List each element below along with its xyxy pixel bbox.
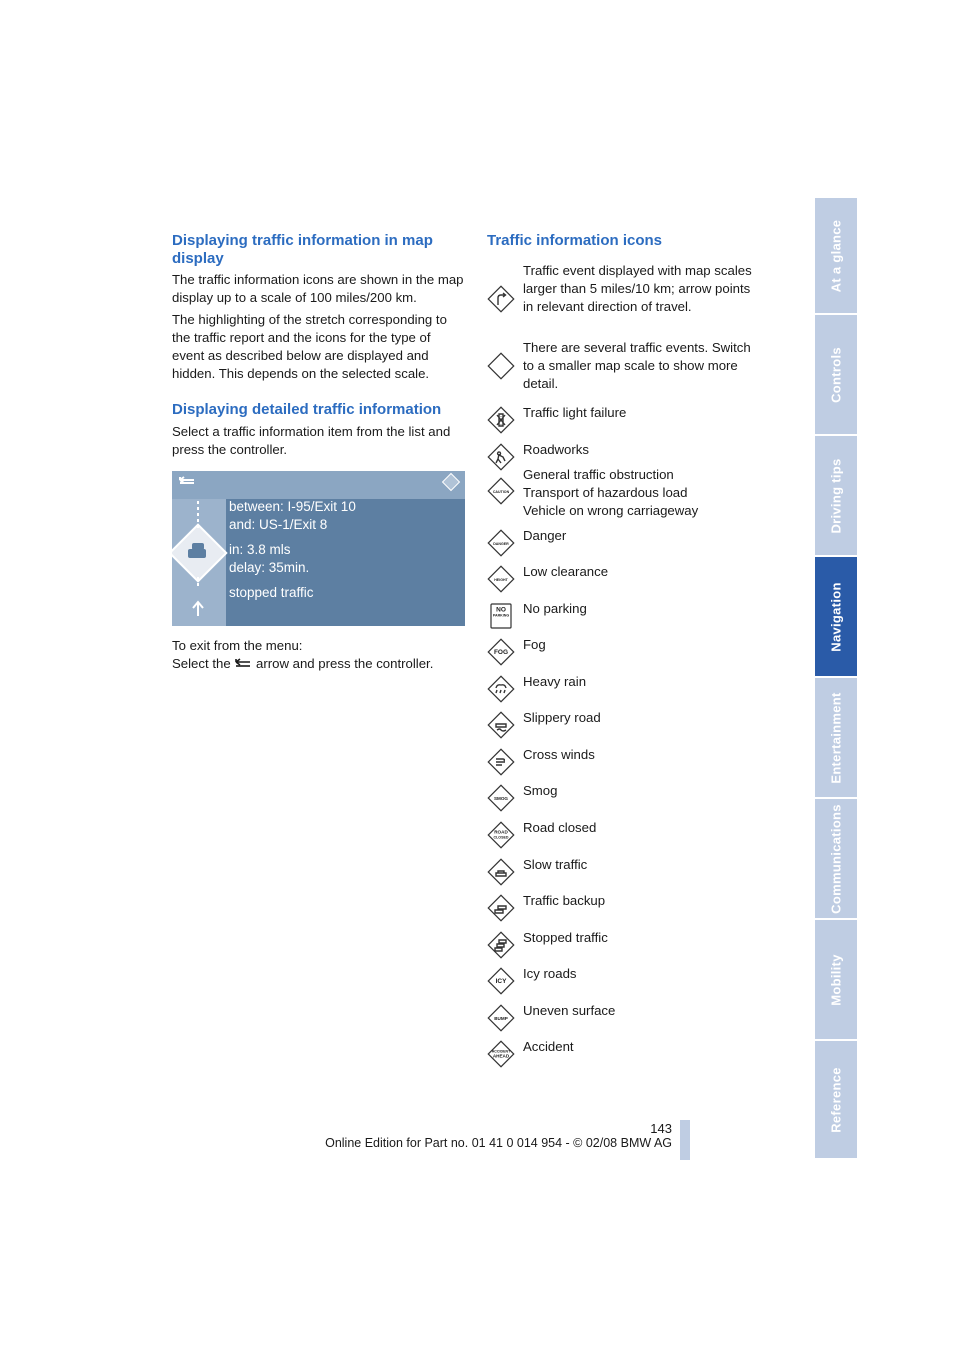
tab-communications[interactable] [815,799,857,920]
icon-description: Danger [523,528,567,543]
back-arrow-icon [180,477,194,483]
rain-icon [487,675,515,703]
accident-icon [487,1040,515,1068]
no-parking-icon [487,602,515,630]
traffic-backup-icon [487,894,515,922]
paragraph-highlighting: The highlighting of the stretch corresponding to the traffic report and the icons for the type of event as described below are displayed and hidden. This depends on the selected scale. [172,312,447,381]
icon-description: Low clearance [523,564,609,579]
section-tabs [815,198,857,1160]
traffic-light-icon [487,406,515,434]
cross-winds-icon [487,748,515,776]
traffic-detail-screen [172,471,465,626]
up-arrow-icon [193,602,203,616]
road-closed-icon [487,821,515,849]
empty-diamond-icon [487,352,515,380]
screen-between: between: I-95/Exit 10 [229,499,356,514]
icon-description: Cross winds [523,747,595,762]
tab-at-a-glance[interactable] [815,198,857,315]
roadworks-icon [487,443,515,471]
slippery-road-icon [487,711,515,739]
icon-description: Traffic light failure [523,405,627,420]
icon-description: Slippery road [523,710,601,725]
danger-icon [487,529,515,557]
icon-description: Traffic event displayed with map scales larger than 5 miles/10 km; arrow points in relevant direction of travel. [523,263,752,314]
tab-label: At a glance [828,219,844,292]
paragraph-exit-menu: To exit from the menu: [172,638,303,653]
tab-navigation[interactable] [815,557,857,678]
svg-text:AHEAD: AHEAD [492,1053,510,1059]
icon-description: Stopped traffic [523,930,608,945]
icon-description: There are several traffic events. Switch to a smaller map scale to show more detail. [523,340,751,391]
icon-description: General traffic obstruction Transport of hazardous load Vehicle on wrong carriageway [523,467,699,518]
tab-entertainment[interactable] [815,678,857,799]
stopped-traffic-icon [172,525,226,582]
tab-label: Navigation [828,581,844,652]
tab-label: Entertainment [828,691,844,784]
tab-label: Driving tips [828,457,844,534]
svg-text:DANGER: DANGER [493,542,509,546]
height-icon [487,565,515,593]
tab-label: Mobility [828,953,844,1006]
icon-description: Icy roads [523,966,577,981]
paragraph-select-item: Select a traffic information item from the list and press the controller. [172,424,451,457]
icon-description: Slow traffic [523,857,588,872]
exit-pre: Select the [172,656,231,671]
scroll-diamond-icon [443,474,460,491]
tab-reference[interactable] [815,1041,857,1160]
screen-graphics [172,471,465,626]
heading-detailed-traffic: Displaying detailed traffic information [172,401,442,418]
paragraph-exit-instruction [172,655,464,673]
screen-distance: in: 3.8 mls [229,542,291,557]
icon-description: Heavy rain [523,674,587,689]
svg-text:PARKING: PARKING [492,613,510,618]
tab-label: Controls [828,346,844,403]
tab-label: Reference [828,1066,844,1133]
slow-traffic-icon [487,858,515,886]
icon-description: Smog [523,783,558,798]
smog-icon [487,784,515,812]
icon-description: Traffic backup [523,893,606,908]
icon-description: Fog [523,637,546,652]
icon-description: Road closed [523,820,597,835]
svg-text:SMOG: SMOG [493,796,509,801]
tab-controls[interactable] [815,315,857,436]
icon-description: Uneven surface [523,1003,616,1018]
stopped-traffic-icon [487,931,515,959]
icon-description: No parking [523,601,587,616]
tab-driving-tips[interactable] [815,436,857,557]
heading-traffic-icons: Traffic information icons [487,232,663,249]
icy-roads-icon [487,967,515,995]
screen-and: and: US-1/Exit 8 [229,517,328,532]
back-arrow-icon [234,657,252,669]
tab-mobility[interactable] [815,920,857,1041]
svg-text:ICY: ICY [495,978,507,985]
svg-text:HEIGHT: HEIGHT [494,578,508,582]
svg-text:NO: NO [496,606,506,614]
screen-delay: delay: 35min. [229,560,310,575]
svg-text:ROAD: ROAD [494,829,508,835]
page-number: 143 [650,1121,672,1136]
paragraph-icons-scale: The traffic information icons are shown in the map display up to a scale of 100 miles/200 km. [172,272,464,305]
svg-text:CAUTION: CAUTION [492,490,510,494]
svg-text:FOG: FOG [493,649,509,656]
heading-traffic-map-display: Displaying traffic information in map display [172,232,433,267]
turn-arrow-icon [487,285,515,313]
edition-footer: Online Edition for Part no. 01 41 0 014 954 - © 02/08 BMW AG [325,1136,672,1150]
tab-label: Communications [828,803,844,914]
icon-description: Roadworks [523,442,589,457]
bump-icon [487,1004,515,1032]
svg-text:ACCIDENT: ACCIDENT [491,1049,511,1054]
exit-post: arrow and press the controller. [256,656,434,671]
fog-icon [487,638,515,666]
svg-text:CLOSED: CLOSED [493,835,509,840]
caution-icon [487,477,515,505]
svg-text:BUMP: BUMP [494,1016,508,1021]
footer-accent-bar [680,1120,690,1160]
icon-description: Accident [523,1039,574,1054]
screen-status: stopped traffic [229,585,314,600]
